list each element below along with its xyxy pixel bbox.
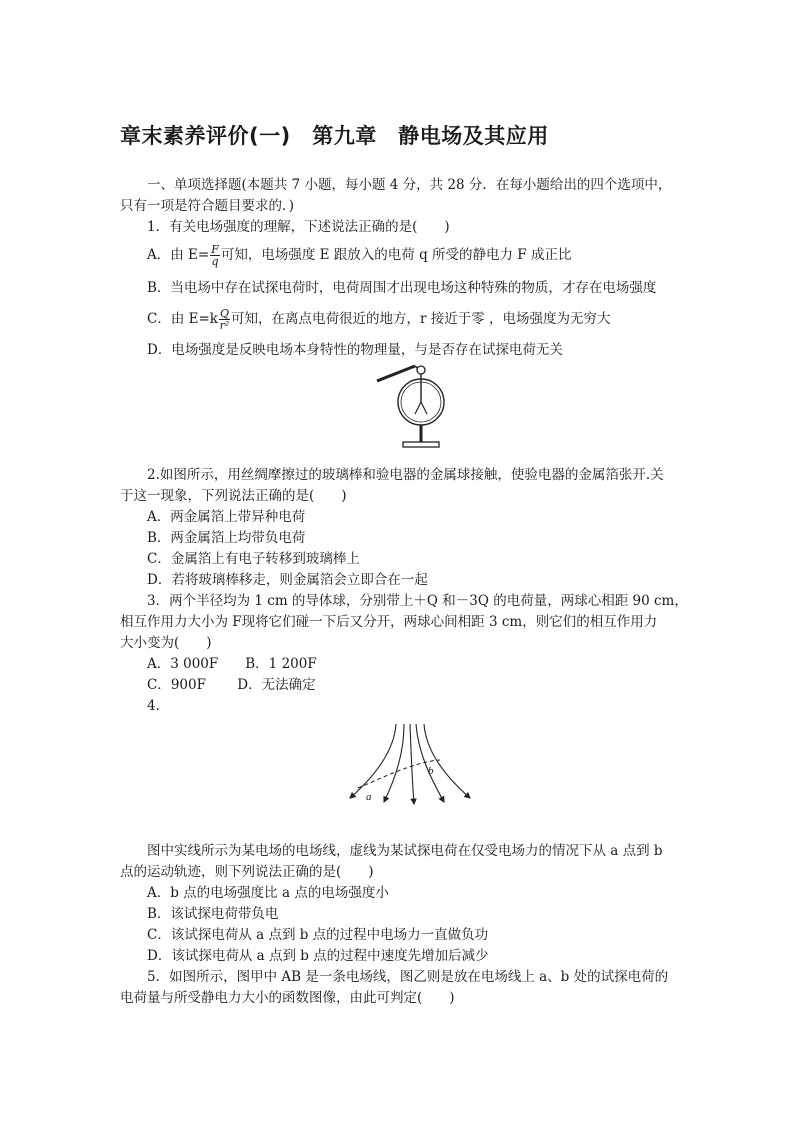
fraction-denominator: q: [211, 255, 219, 268]
page-title: 章末素养评价(一) 第九章 静电场及其应用: [120, 124, 549, 148]
q4-label-b: b: [428, 765, 434, 777]
q3-options-ab: A．3 000F B．1 200F: [147, 656, 317, 672]
q1-option-a-fraction: [210, 244, 220, 267]
q3-stem-line2: 相互作用力大小为 F现将它们碰一下后又分开，两球心间相距 3 cm，则它们的相互作用力: [120, 614, 658, 630]
q1-option-d: D．电场强度是反映电场本身特性的物理量，与是否存在试探电荷无关: [147, 342, 563, 358]
q1-option-a-prefix: A．由 E=: [147, 247, 210, 263]
fraction-numerator: F: [211, 243, 219, 256]
q2-stem-line1: 2.如图所示，用丝绸摩擦过的玻璃棒和验电器的金属球接触，使验电器的金属箔张开.关: [147, 467, 664, 483]
q3-options-cd: C．900F D．无法确定: [147, 677, 316, 693]
q1-option-b: B．当电场中存在试探电荷时，电荷周围才出现电场这种特殊的物质，才存在电场强度: [147, 280, 657, 296]
fraction-denominator: r²: [219, 319, 230, 332]
q1-option-c-prefix: C．由 E=k: [147, 311, 218, 327]
q2-option-c: C．金属箔上有电子转移到玻璃棒上: [147, 551, 360, 567]
q2-option-a: A．两金属箔上带异种电荷: [147, 509, 306, 525]
q4-stem-line1: 图中实线所示为某电场的电场线，虚线为某试探电荷在仅受电场力的情况下从 a 点到 b: [147, 843, 663, 859]
q4-label-a: a: [366, 791, 372, 803]
q1-stem: 1．有关电场强度的理解，下述说法正确的是( ): [147, 219, 450, 235]
section-intro-line2: 只有一项是符合题目要求的．): [120, 198, 295, 214]
electroscope-figure: [373, 362, 483, 458]
fraction-numerator: Q: [219, 307, 229, 320]
q5-stem-line1: 5．如图所示，图甲中 AB 是一条电场线，图乙则是放在电场线上 a、b 处的试探电荷的: [147, 969, 669, 985]
q1-option-c-fraction: [219, 308, 230, 331]
q4-option-b: B．该试探电荷带负电: [147, 906, 279, 922]
q2-stem-line2: 于这一现象，下列说法正确的是( ): [120, 488, 347, 504]
q1-option-a-suffix: 可知，电场强度 E 跟放入的电荷 q 所受的静电力 F 成正比: [220, 247, 572, 263]
q1-option-c-suffix: 可知，在离点电荷很近的地方，r 接近于零 ，电场强度为无穷大: [231, 311, 611, 327]
q4-option-c: C．该试探电荷从 a 点到 b 点的过程中电场力一直做负功: [147, 927, 489, 943]
q3-stem-line1: 3．两个半径均为 1 cm 的导体球，分别带上＋Q 和－3Q 的电荷量，两球心相距 90 cm，: [147, 593, 688, 609]
q2-option-b: B．两金属箔上均带负电荷: [147, 530, 306, 546]
section-intro-line1: 一、单项选择题(本题共 7 小题，每小题 4 分，共 28 分．在每小题给出的四个选项中，: [147, 177, 672, 193]
q1-option-a: [147, 244, 571, 267]
q2-option-d: D．若将玻璃棒移走，则金属箔会立即合在一起: [147, 572, 428, 588]
electric-field-figure: [344, 722, 484, 812]
q4-option-a: A．b 点的电场强度比 a 点的电场强度小: [147, 885, 389, 901]
q3-stem-line3: 大小变为( ): [120, 635, 212, 651]
q4-option-d: D．该试探电荷从 a 点到 b 点的过程中速度先增加后减少: [147, 948, 489, 964]
q4-stem-line2: 点的运动轨迹，则下列说法正确的是( ): [120, 864, 374, 880]
q5-stem-line2: 电荷量与所受静电力大小的函数图像，由此可判定( ): [120, 990, 455, 1006]
q1-option-c: [147, 308, 611, 331]
q4-number: 4.: [147, 698, 160, 714]
